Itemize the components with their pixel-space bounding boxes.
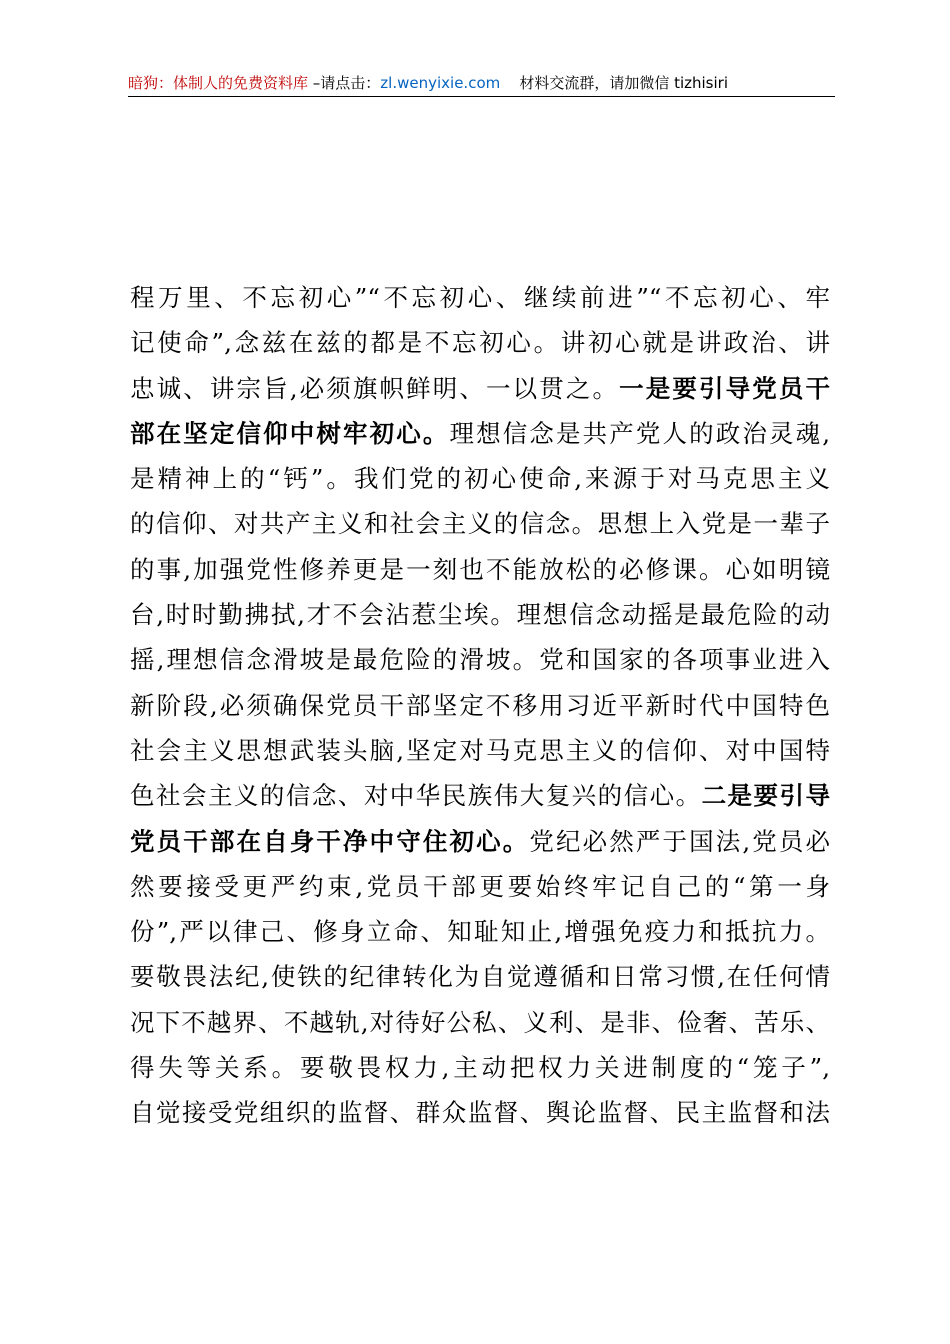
bold-text-segment: 一是要引导党员干	[619, 373, 830, 403]
text-segment: 忠诚、讲宗旨,必须旗帜鲜明、一以贯之。	[130, 373, 620, 403]
header-note: 材料交流群，请加微信 tizhisiri	[519, 74, 728, 92]
text-line	[130, 728, 830, 773]
text-segment: 是精神上的“钙”。我们党的初心使命,来源于对马克思主义	[130, 464, 830, 494]
bold-text-segment: 二是要引导	[701, 781, 830, 811]
text-segment: 自觉接受党组织的监督、群众监督、舆论监督、民主监督和法	[130, 1098, 830, 1128]
text-line	[130, 683, 830, 728]
text-line	[130, 366, 830, 411]
text-line	[130, 819, 830, 864]
text-line	[130, 456, 830, 501]
text-line	[130, 275, 830, 320]
header-site-name: 暗狗：体制人的免费资料库	[128, 74, 309, 92]
text-segment: 的事,加强党性修养更是一刻也不能放松的必修课。心如明镜	[130, 554, 830, 584]
text-line	[130, 954, 830, 999]
text-segment: 然要接受更严约束,党员干部更要始终牢记自己的“第一身	[130, 871, 830, 901]
text-segment: 得失等关系。要敬畏权力,主动把权力关进制度的“笼子”,	[130, 1053, 830, 1083]
text-line	[130, 864, 830, 909]
text-segment: 记使命”,念兹在兹的都是不忘初心。讲初心就是讲政治、讲	[130, 328, 830, 358]
text-segment: 色社会主义的信念、对中华民族伟大复兴的信心。	[130, 781, 702, 811]
text-line	[130, 773, 830, 818]
page-header	[128, 70, 835, 96]
text-segment: 份”,严以律己、修身立命、知耻知止,增强免疫力和抵抗力。	[130, 917, 830, 947]
text-line	[130, 637, 830, 682]
text-segment: 党纪必然严于国法,党员必	[529, 826, 830, 856]
text-segment: 理想信念是共产党人的政治灵魂,	[449, 418, 830, 448]
header-divider	[128, 96, 835, 97]
text-segment: 新阶段,必须确保党员干部坚定不移用习近平新时代中国特色	[130, 690, 830, 720]
text-segment: 的信仰、对共产主义和社会主义的信念。思想上入党是一辈子	[130, 509, 830, 539]
text-segment: 摇,理想信念滑坡是最危险的滑坡。党和国家的各项事业进入	[130, 645, 830, 675]
header-prompt: –请点击：	[308, 74, 381, 92]
text-line	[130, 320, 830, 365]
text-line	[130, 1045, 830, 1090]
text-line	[130, 411, 830, 456]
bold-text-segment: 部在坚定信仰中树牢初心。	[130, 418, 450, 448]
text-segment: 程万里、不忘初心”“不忘初心、继续前进”“不忘初心、牢	[130, 283, 830, 312]
header-url-link[interactable]: zl.wenyixie.com	[380, 74, 501, 92]
text-line	[130, 547, 830, 592]
text-line	[130, 501, 830, 546]
body-text	[130, 275, 830, 1136]
text-line	[130, 1090, 830, 1135]
text-segment: 台,时时勤拂拭,才不会沾惹尘埃。理想信念动摇是最危险的动	[130, 600, 830, 630]
text-segment: 况下不越界、不越轨,对待好公私、义利、是非、俭奢、苦乐、	[130, 1007, 830, 1037]
text-line	[130, 1000, 830, 1045]
bold-text-segment: 党员干部在自身干净中守住初心。	[130, 826, 530, 856]
text-line	[130, 592, 830, 637]
text-line	[130, 909, 830, 954]
text-segment: 要敬畏法纪,使铁的纪律转化为自觉遵循和日常习惯,在任何情	[130, 962, 830, 992]
text-segment: 社会主义思想武装头脑,坚定对马克思主义的信仰、对中国特	[130, 735, 830, 765]
